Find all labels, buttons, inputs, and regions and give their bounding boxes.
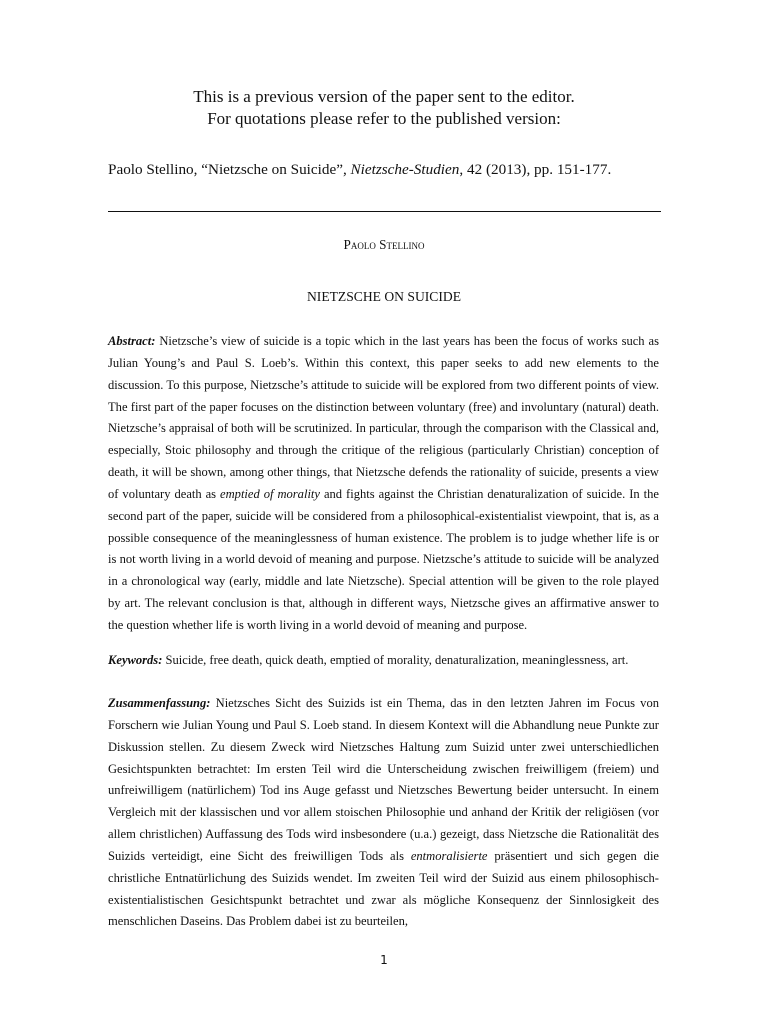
author-last-initial: S xyxy=(379,237,387,252)
keywords-text: Suicide, free death, quick death, emptied of morality, denaturalization, meaninglessness, art. xyxy=(162,653,629,667)
paper-author xyxy=(0,236,768,254)
citation-author: Paolo Stellino, xyxy=(108,161,202,178)
abstract-text-before: Nietzsche’s view of suicide is a topic which in the last years has been the focus of works such as Julian Young’s and Paul S. Loeb’s. Within this context, this paper seeks to add new elements to the discussion. To this purpose, Nietzsche’s attitude to suicide will be explored from two different points of view. The first part of the paper focuses on the distinction between voluntary (free) and involuntary (natural) death. Nietzsche’s appraisal of both will be scrutinized. In particular, through the comparison with the Classical and, especially, Stoic philosophy and through the critique of the religious (particularly Christian) conception of death, it will be shown, among other things, that Nietzsche defends the rationality of suicide, presents a view of voluntary death as xyxy=(108,334,659,501)
zusammenfassung-text-before: Nietzsches Sicht des Suizids ist ein Thema, das in den letzten Jahren im Focus von Forschern wie Julian Young und Paul S. Loeb stand. In diesem Kontext will die Abhandlung neue Punkte zur Diskussion stellen. Zu diesem Zweck wird Nietzsches Haltung zum Suizid unter zwei unterschiedlichen Gesichtspunkten betrachtet: Im ersten Teil wird die Unterscheidung zwischen freiwilligem (freiem) und unfreiwilligem (natürlichem) Tod ins Auge gefasst und Nietzsches Bewertung beider untersucht. In einem Vergleich mit der klassischen und vor allem stoischen Philosophie und anhand der Kritik der religiösen (vor allem christlichen) Auffassung des Tods wird insbesondere (u.a.) gezeigt, dass Nietzsche die Rationalität des Suizids verteidigt, eine Sicht des freiwilligen Tods als xyxy=(108,696,659,863)
keywords-label: Keywords: xyxy=(108,653,163,667)
keywords-paragraph xyxy=(108,650,659,672)
zusammenfassung-emphasis: entmoralisierte xyxy=(410,848,488,863)
version-notice-line-1: This is a previous version of the paper sent to the editor. xyxy=(193,87,575,106)
zusammenfassung-paragraph xyxy=(108,693,659,933)
citation-journal: Nietzsche-Studien xyxy=(350,161,460,178)
citation xyxy=(108,160,668,180)
citation-details: , 42 (2013), pp. 151-177. xyxy=(459,161,612,178)
author-first-initial: P xyxy=(343,237,351,252)
paper-title: NIETZSCHE ON SUICIDE xyxy=(306,289,462,304)
author-first-rest: aolo xyxy=(350,237,376,252)
abstract-emphasis: emptied of morality xyxy=(220,486,320,501)
version-notice-line-2: For quotations please refer to the published version: xyxy=(207,109,561,128)
abstract-paragraph xyxy=(108,331,659,637)
abstract-text-after: and fights against the Christian denaturalization of suicide. In the second part of the paper, suicide will be considered from a philosophical-existentialist viewpoint, that is, as a possible consequence of the meaninglessness of human existence. The problem is to judge whether life is or is not worth living in a world devoid of meaning and purpose. Nietzsche’s attitude to suicide will be analyzed in a chronological way (early, middle and late Nietzsche). Special attention will be given to the role played by art. The relevant conclusion is that, although in different ways, Nietzsche gives an affirmative answer to the question whether life is worth living in a world devoid of meaning and purpose. xyxy=(108,486,659,632)
version-notice xyxy=(0,86,768,130)
author-last-rest: tellino xyxy=(386,237,425,252)
abstract-label: Abstract: xyxy=(108,334,156,348)
zusammenfassung-label: Zusammenfassung: xyxy=(108,696,211,710)
horizontal-rule xyxy=(108,211,661,212)
zusammenfassung-text-after: präsentiert und sich gegen die christliche Entnatürlichung des Suizids wendet. Im zweiten Teil wird der Suizid aus einem philosophisch-existentialistischen Gesichtspunkt betrachtet und zwar als mögliche Konsequenz der Sinnlosigkeit des menschlichen Daseins. Das Problem dabei ist zu beurteilen, xyxy=(108,848,660,929)
citation-title: “Nietzsche on Suicide”, xyxy=(201,161,351,178)
page-number: 1 xyxy=(380,953,388,967)
